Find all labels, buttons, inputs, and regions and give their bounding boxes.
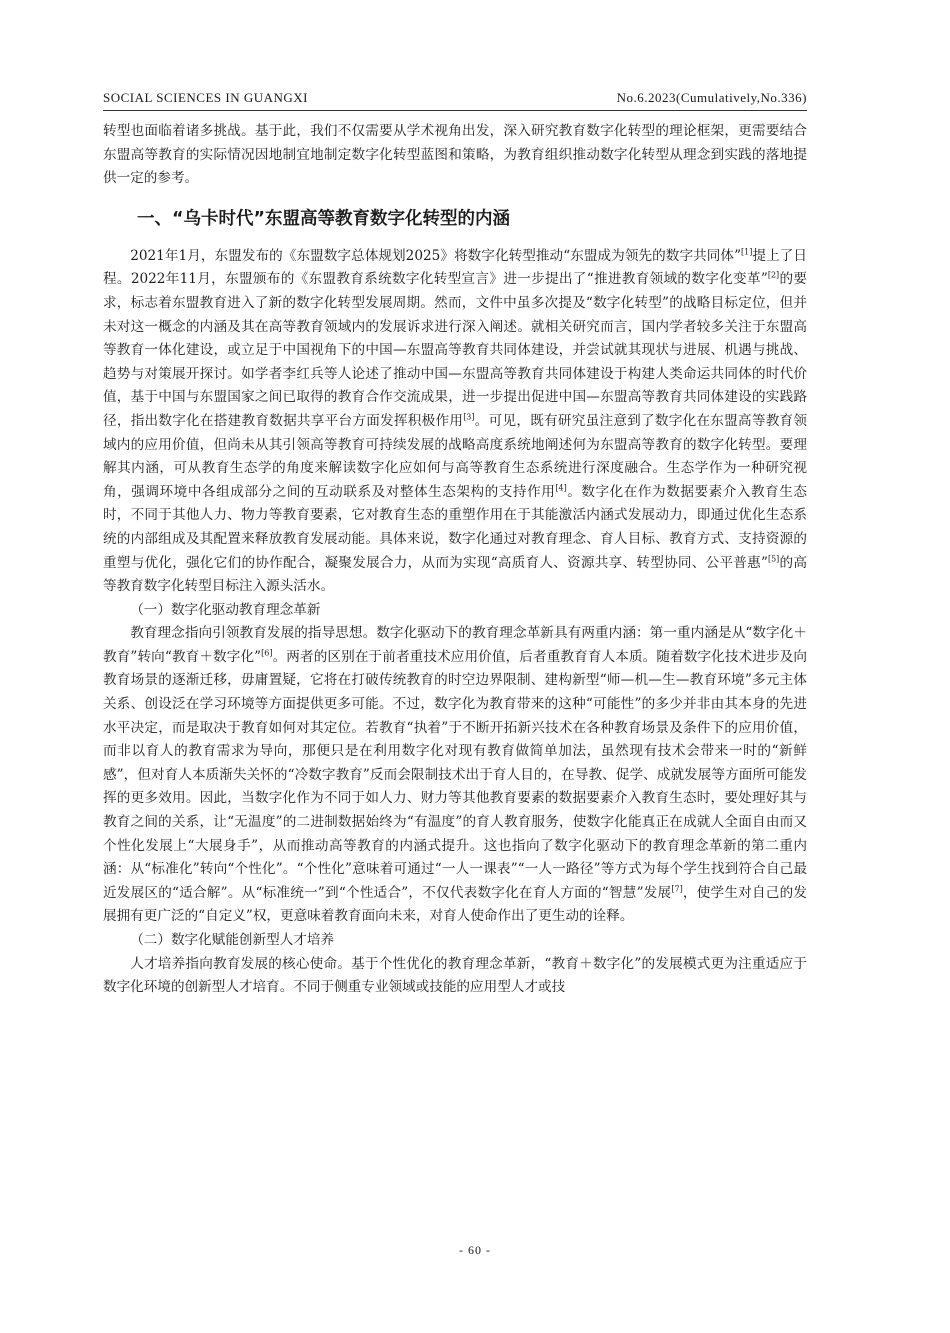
text-run: 提上了日程。2022年11月，东盟颁布的《东盟教育系统数字化转型宣言》进一步提出了“推进教育领域的数字化变革”	[103, 247, 807, 288]
text-run: ，使学生对自己的发展拥有更广泛的“自定义”权，更意味着教育面向未来，对育人使命作出了更生动的诠释。	[103, 884, 808, 925]
journal-name: SOCIAL SCIENCES IN GUANGXI	[103, 90, 308, 105]
text-run: 2021年1月，东盟发布的《东盟数字总体规划2025》将数字化转型推动“东盟成为领先的数字共同体”	[130, 247, 742, 264]
citation-5: [5]	[767, 553, 780, 563]
citation-1: [1]	[741, 247, 753, 257]
paragraph-2	[103, 622, 807, 929]
citation-4: [4]	[555, 483, 567, 493]
header-rule	[103, 110, 807, 111]
subheading-1: （一）数字化驱动教育理念革新	[130, 601, 321, 618]
text-run: 。数字化在作为数据要素介入教育生态时，不同于其他人力、物力等教育要素，它对教育生态的重塑作用在于其能激活内涵式发展动力，即通过优化生态系统的内部组成及其配置来释放教育发展动能。具体来说，数字化通过对教育理念、育人目标、教育方式、支持资源的重塑与优化，强化它们的协作配合，凝聚发展合力，从而为实现“高质育人、资源共享、转型协同、公平普惠”	[103, 483, 808, 571]
text-run: 。可见，既有研究虽注意到了数字化在东盟高等教育领域内的应用价值，但尚未从其引领高等教育可持续发展的战略高度系统地阐述何为东盟高等教育的数字化转型。要理解其内涵，可从教育生态学的角度来解读数字化应如何与高等教育生态系统进行深度融合。生态学作为一种研究视角，强调环境中各组成部分之间的互动联系及对整体生态架构的支持作用	[103, 412, 808, 500]
text-run: 的要求，标志着东盟教育进入了新的数字化转型发展周期。然而，文件中虽多次提及“数字化转型”的战略目标定位，但并未对这一概念的内涵及其在高等教育领域内的发展诉求进行深入阐述。就相关研究而言，国内学者较多关注于东盟高等教育一体化建设，或立足于中国视角下的中国—东盟高等教育共同体建设，并尝试就其现状与进展、机遇与挑战、趋势与对策展开探讨。如学者李红兵等人论述了推动中国—东盟高等教育共同体建设于构建人类命运共同体的时代价值，基于中国与东盟国家之间已取得的教育合作交流成果，进一步提出促进中国—东盟高等教育共同体建设的实践路径，指出数字化在搭建教育数据共享平台方面发挥积极作用	[103, 271, 808, 429]
section-heading: 一、“乌卡时代”东盟高等教育数字化转型的内涵	[137, 208, 511, 229]
page-number: - 60 -	[459, 1243, 491, 1257]
text-run: 。两者的区别在于前者重技术应用价值，后者重教育育人本质。随着数字化技术进步及向教育场景的逐渐迁移，毋庸置疑，它将在打破传统教育的时空边界限制、建构新型“师—机—生—教育环境”多元主体关系、创设泛在学习环境等方面提供更多可能。不过，数字化为教育带来的这种“可能性”的多少并非由其本身的先进水平决定，而是取决于教育如何对其定位。若教育“执着”于不断开拓新兴技术在各种教育场景及条件下的应用价值，而非以育人的教育需求为导向，那便只是在利用数字化对现有教育做简单加法，虽然现有技术会带来一时的“新鲜感”，但对育人本质渐失关怀的“冷数字教育”反而会限制技术出于育人目的，在导教、促学、成就发展等方面所可能发挥的更多效用。因此，当数字化作为不同于如人力、财力等其他教育要素的数据要素介入教育生态时，要处理好其与教育之间的关系，让“无温度”的二进制数据始终为“有温度”的育人教育服务，使数字化能真正在成就人全面自由而又个性化发展上“大展身手”，从而推动高等教育的内涵式提升。这也指向了数字化驱动下的教育理念革新的第二重内涵：从“标准化”转向“个性化”。“个性化”意味着可通过“一人一课表”“一人一路径”等方式为每个学生找到符合自己最近发展区的“适合解”。从“标准统一”到“个性适合”，不仅代表数字化在育人方面的“智慧”发展	[103, 648, 807, 901]
citation-3: [3]	[463, 412, 475, 422]
text-run: 的高等教育数字化转型目标注入源头活水。	[103, 554, 807, 595]
paragraph-3: 人才培养指向教育发展的核心使命。基于个性优化的教育理念革新，“教育＋数字化”的发展模式更为注重适应于数字化环境的创新型人才培育。不同于侧重专业领域或技能的应用型人才或技	[103, 955, 807, 996]
intro-paragraph: 转型也面临着诸多挑战。基于此，我们不仅需要从学术视角出发，深入研究教育数字化转型的理论框架，更需要结合东盟高等教育的实际情况因地制宜地制定数字化转型蓝图和策略，为教育组织推动数字化转型从理念到实践的落地提供一定的参考。	[103, 123, 807, 187]
paragraph-1	[103, 245, 807, 599]
citation-7: [7]	[671, 884, 683, 894]
citation-2: [2]	[767, 270, 780, 280]
running-header	[103, 88, 807, 110]
subheading-2: （二）数字化赋能创新型人才培养	[130, 932, 335, 948]
article-body	[103, 120, 807, 1000]
issue-info: No.6.2023(Cumulatively,No.336)	[616, 90, 807, 105]
text-run: 教育理念指向引领教育发展的指导思想。数字化驱动下的教育理念革新具有两重内涵：第一重内涵是从“数字化＋教育”转向“教育＋数字化”	[103, 625, 807, 665]
citation-6: [6]	[261, 648, 273, 658]
